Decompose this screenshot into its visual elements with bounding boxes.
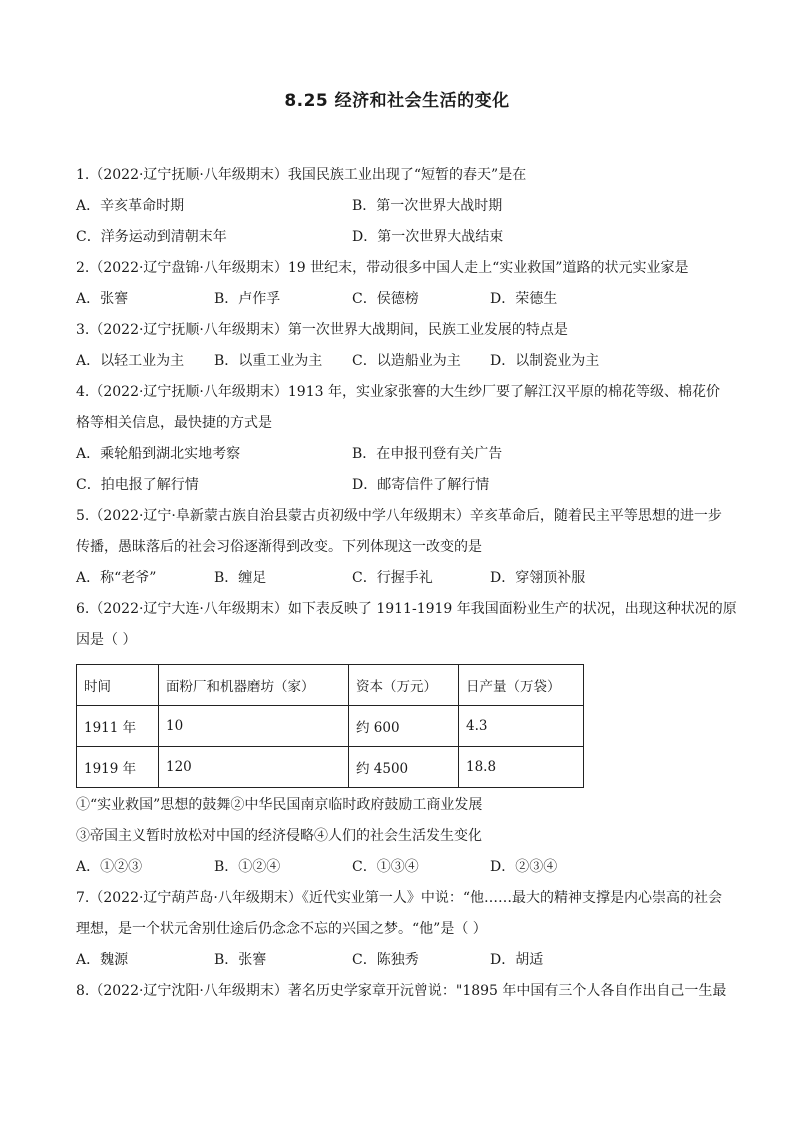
question-stem: 5.（2022·辽宁·阜新蒙古族自治县蒙古贞初级中学八年级期末）辛亥革命后，随着民主平等思想的进一步 [76,508,722,524]
answer-options [76,474,716,505]
question-stem-continued: 传播，愚昧落后的社会习俗逐渐得到改变。下列体现这一改变的是 [76,539,482,555]
option-a: A．以轻工业为主 [76,353,185,369]
table-header-cell: 资本（万元） [349,665,459,706]
answer-options [76,856,716,887]
question-stem-continued: 因是（ ） [76,632,137,648]
answer-options [76,226,716,257]
answer-options [76,195,716,226]
table-cell: 1919 年 [77,747,159,788]
table-header-cell: 面粉厂和机器磨坊（家） [159,665,349,706]
answer-options [76,949,716,980]
option-b: B．在申报刊登有关广告 [352,446,503,462]
table-cell: 4.3 [459,706,584,747]
option-a: A．称“老爷” [76,570,157,586]
question-stem-continued: 理想，是一个状元舍别仕途后仍念念不忘的兴国之梦。“他”是（ ） [76,921,487,937]
table-row [77,747,584,788]
option-b: B．张謇 [214,952,267,968]
question-list [76,164,737,1011]
option-b: B．第一次世界大战时期 [352,198,503,214]
question-2 [76,257,716,319]
table-row [77,706,584,747]
question-8 [76,980,727,1011]
question-7 [76,887,723,980]
question-5 [76,505,722,598]
option-a: A．魏源 [76,952,129,968]
option-c: C．以造船业为主 [352,353,461,369]
answer-options [76,350,716,381]
page-title: 8.25 经济和社会生活的变化 [284,91,510,111]
answer-options [76,567,716,598]
option-a: A．乘轮船到湖北实地考察 [76,446,241,462]
option-d: D．胡适 [490,952,544,968]
option-b: B．以重工业为主 [214,353,323,369]
statement-list: ①“实业救国”思想的鼓舞②中华民国南京临时政府鼓励工商业发展 [76,797,483,813]
option-d: D．②③④ [490,859,558,875]
question-stem: 4.（2022·辽宁抚顺·八年级期末）1913 年，实业家张謇的大生纱厂要了解江汉平原的棉花等级、棉花价 [76,384,720,400]
question-stem: 1.（2022·辽宁抚顺·八年级期末）我国民族工业出现了“短暂的春天”是在 [76,167,527,183]
question-stem: 6.（2022·辽宁大连·八年级期末）如下表反映了 1911-1919 年我国面粉业生产的状况，出现这种状况的原 [76,601,737,617]
question-1 [76,164,716,257]
option-c: C．①③④ [352,859,419,875]
option-d: D．邮寄信件了解行情 [352,477,490,493]
option-d: D．穿翎顶补服 [490,570,586,586]
option-d: D．第一次世界大战结束 [352,229,504,245]
table-header-cell: 日产量（万袋） [459,665,584,706]
option-c: C．陈独秀 [352,952,419,968]
option-c: C．侯德榜 [352,291,419,307]
question-stem: 2.（2022·辽宁盘锦·八年级期末）19 世纪末，带动很多中国人走上“实业救国”道路的状元实业家是 [76,260,689,276]
question-stem: 3.（2022·辽宁抚顺·八年级期末）第一次世界大战期间，民族工业发展的特点是 [76,322,568,338]
option-a: A．辛亥革命时期 [76,198,185,214]
question-3 [76,319,716,381]
table-header-row [77,665,584,706]
question-stem: 8.（2022·辽宁沈阳·八年级期末）著名历史学家章开沅曾说："1895 年中国有三个人各自作出自己一生最 [76,983,727,999]
statement-list: ③帝国主义暂时放松对中国的经济侵略④人们的社会生活发生变化 [76,828,482,844]
answer-options [76,288,716,319]
table-cell: 1911 年 [77,706,159,747]
question-stem: 7.（2022·辽宁葫芦岛·八年级期末）《近代实业第一人》中说：“他……最大的精神支撑是内心崇高的社会 [76,890,723,906]
option-a: A．①②③ [76,859,143,875]
flour-industry-table [76,664,584,788]
option-c: C．洋务运动到清朝末年 [76,229,227,245]
table-cell: 约 4500 [349,747,459,788]
table-cell: 120 [159,747,349,788]
option-b: B．缠足 [214,570,267,586]
table-header-cell: 时间 [77,665,159,706]
table-cell: 10 [159,706,349,747]
option-d: D．荣德生 [490,291,558,307]
question-stem-continued: 格等相关信息，最快捷的方式是 [76,415,272,431]
option-d: D．以制瓷业为主 [490,353,600,369]
option-a: A．张謇 [76,291,129,307]
question-6 [76,598,737,887]
option-b: B．①②④ [214,859,281,875]
question-4 [76,381,720,505]
table-cell: 约 600 [349,706,459,747]
table-cell: 18.8 [459,747,584,788]
option-c: C．拍电报了解行情 [76,477,199,493]
option-b: B．卢作孚 [214,291,281,307]
answer-options [76,443,716,474]
option-c: C．行握手礼 [352,570,433,586]
